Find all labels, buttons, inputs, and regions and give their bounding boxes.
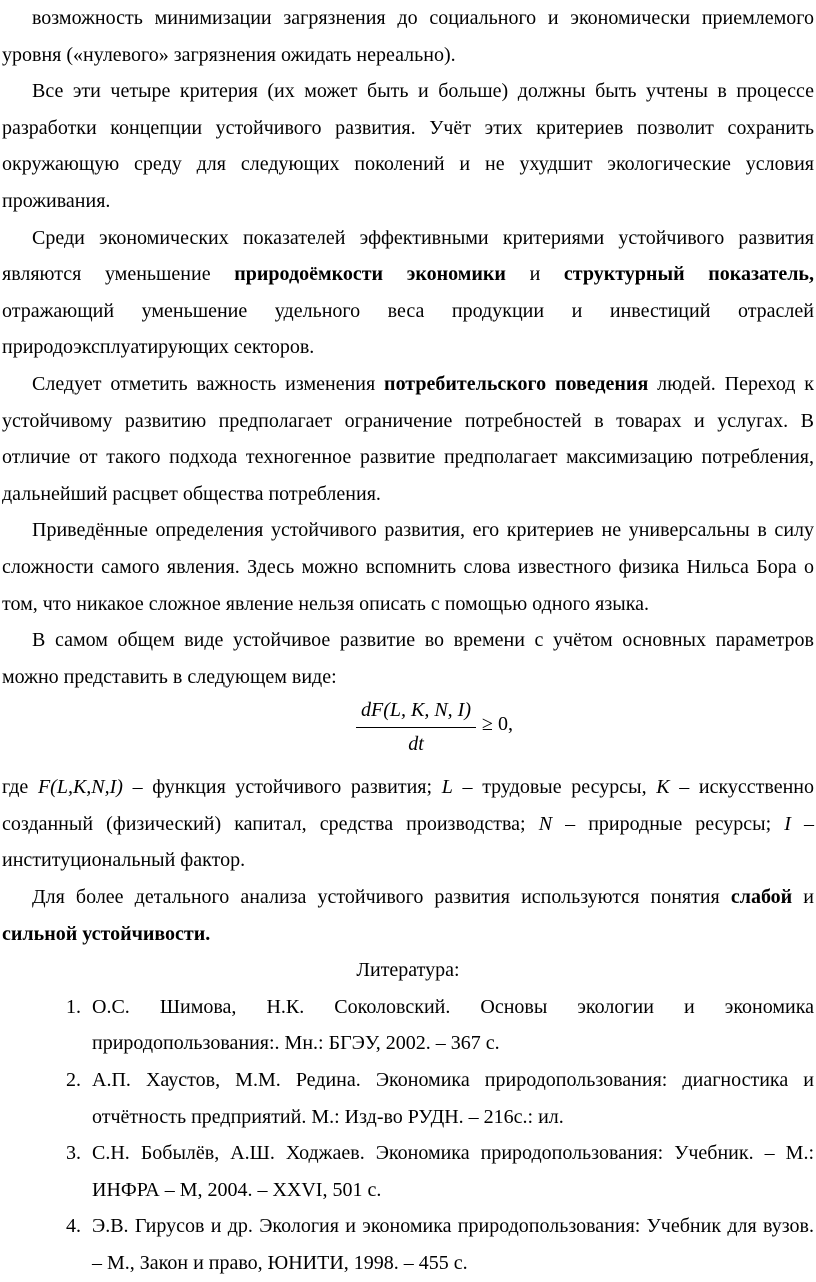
text-run: – трудовые ресурсы, — [452, 776, 657, 799]
bold-term-strong-sustainability: сильной устойчивости. — [2, 922, 211, 945]
reference-text: А.П. Хаустов, М.М. Редина. Экономика природопользования: диагностика и отчётность предприятий. М.: Изд-во РУДН. – 216с.: ил. — [92, 1069, 814, 1128]
text-run: людей. Переход к устойчивому развитию предполагает ограничение потребностей в товарах и услугах. В отличие от такого подхода техногенное развитие предполагает максимизацию потребления, дальнейший расцвет общества потребления. — [2, 372, 814, 505]
paragraph-criteria: Все эти четыре критерия (их может быть и больше) должны быть учтены в процессе разработки концепции устойчивого развития. Учёт этих критериев позволит сохранить окружающую среду для следующих поколений и не ухудшит экологические условия проживания. — [2, 80, 814, 212]
reference-item — [2, 1208, 814, 1281]
bold-term-resource-intensity: природоёмкости экономики — [234, 263, 506, 286]
italic-var-k: К — [656, 776, 670, 799]
formula-denominator: dt — [408, 733, 424, 756]
reference-number: 1. — [66, 995, 81, 1018]
references-list — [2, 989, 814, 1282]
italic-var-n: N — [538, 812, 553, 835]
bold-term-consumer-behavior: потребительского поведения — [384, 372, 649, 395]
italic-function: F(L,K,N,I) — [37, 776, 123, 799]
formula-relation: ≥ 0, — [482, 713, 513, 736]
paragraph-definitions: Приведённые определения устойчивого развития, его критериев не универсальны в силу сложности самого явления. Здесь можно вспомнить слова известного физика Нильса Бора о том, что никакое сложное явление нельзя описать с помощью одного языка. — [2, 519, 814, 615]
formula — [2, 695, 814, 769]
paragraph-economic-indicators — [2, 220, 814, 366]
reference-number: 4. — [66, 1215, 81, 1238]
text-run: Для более детального анализа устойчивого развития используются понятия — [32, 886, 731, 909]
paragraph-general-form: В самом общем виде устойчивое развитие во времени с учётом основных параметров можно представить в следующем виде: — [2, 629, 814, 688]
reference-text: Э.В. Гирусов и др. Экология и экономика природопользования: Учебник для вузов. – М., Закон и право, ЮНИТИ, 1998. – 455 с. — [92, 1215, 814, 1274]
reference-item — [2, 989, 814, 1062]
text-run: – природные ресурсы; — [552, 812, 785, 835]
text-run: – искусственно созданный (физический) капитал, средства производства; — [2, 776, 814, 835]
italic-var-i: I — [784, 812, 791, 835]
paragraph-variables — [2, 769, 814, 879]
text-run: – институциональный фактор. — [2, 812, 815, 872]
bold-term-structural-indicator: структурный показатель, — [563, 263, 814, 286]
text-run: отражающий уменьшение удельного веса продукции и инвестиций отраслей природоэксплуатирующих секторов. — [2, 299, 814, 359]
reference-item — [2, 1135, 814, 1208]
reference-text: О.С. Шимова, Н.К. Соколовский. Основы экологии и экономика природопользования:. Мн.: БГЭУ, 2002. – 367 с. — [92, 995, 814, 1055]
paragraph-continuation: возможность минимизации загрязнения до социального и экономически приемлемого уровня («нулевого» загрязнения ожидать нереально). — [2, 7, 814, 66]
paragraph-consumer-behavior — [2, 366, 814, 512]
reference-item — [2, 1062, 814, 1135]
text-run: Следует отметить важность изменения — [32, 372, 385, 395]
bold-term-weak: слабой — [730, 886, 793, 909]
reference-text: С.Н. Бобылёв, А.Ш. Ходжаев. Экономика природопользования: Учебник. – М.: ИНФРА – М, 2004. – XXVI, 501 с. — [92, 1142, 814, 1201]
formula-numerator: dF(L, K, N, I) — [361, 699, 471, 722]
formula-fraction — [352, 695, 480, 760]
reference-number: 2. — [66, 1069, 81, 1092]
text-run: и — [792, 886, 814, 909]
italic-var-l: L — [441, 776, 453, 799]
text-run: Среди экономических показателей эффективными критериями устойчивого развития являются уменьшение — [2, 226, 814, 286]
paragraph-weak-strong — [2, 879, 814, 952]
references-heading: Литература: — [356, 959, 460, 982]
text-run: и — [505, 263, 564, 286]
text-run: – функция устойчивого развития; — [122, 776, 442, 799]
text-run: где — [2, 776, 38, 799]
reference-number: 3. — [66, 1142, 81, 1165]
